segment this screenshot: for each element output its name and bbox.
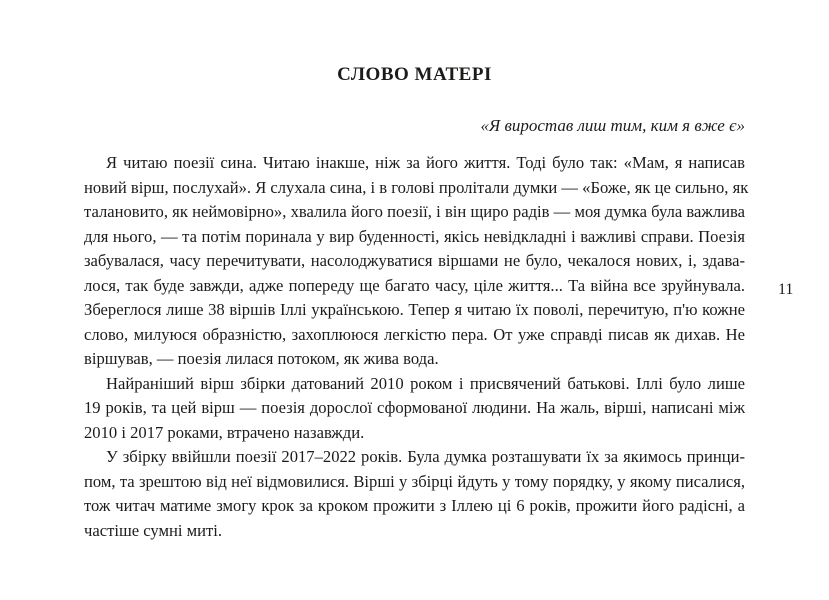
text-line: Збереглося лише 38 віршів Іллі українською. Тепер я читаю їх поволі, перечитую, п'ю кожне	[84, 300, 745, 319]
text-line: для нього, — та потім поринала у вир буденності, якісь невідкладні і важливі справи. Поезія	[84, 226, 745, 246]
text-line: 2010 і 2017 роками, втрачено назавжди.	[84, 422, 365, 442]
text-line: слово, милуюся образністю, захоплююся легкістю пера. От уже справді писав як дихав. Не	[84, 324, 745, 344]
text-line: пом, та зрештою від неї відмовилися. Вірші у збірці йдуть у тому порядку, у якому писалися,	[84, 471, 745, 491]
page-number: 11	[778, 281, 794, 298]
text-line: лося, так буде завжди, адже попереду ще багато часу, ціле життя... Та війна все зруйнувала.	[84, 275, 745, 295]
text-line: тож читач матиме змогу крок за кроком прожити з Іллею ці 6 років, прожити його радісні, а	[84, 496, 745, 515]
text-line: Я читаю поезії сина. Читаю інакше, ніж за його життя. Тоді було так: «Мам, я написав	[106, 153, 745, 172]
text-line: забувалася, часу перечитувати, насолоджуватися віршами не було, чекалося нових, і, здава-	[84, 251, 745, 270]
text-line: віршував, — поезія лилася потоком, як жива вода.	[84, 349, 439, 368]
page-title: СЛОВО МАТЕРІ	[337, 64, 492, 85]
body-text	[84, 151, 749, 543]
text-line: У збірку ввійшли поезії 2017–2022 років. Була думка розташувати їх за якимось принци-	[106, 447, 745, 466]
text-line: новий вірш, послухай». Я слухала сина, і в голові пролітали думки — «Боже, як це сильно, як	[84, 177, 749, 197]
epigraph: «Я виростав лиш тим, ким я вже є»	[480, 116, 745, 135]
text-line: частіше сумні миті.	[84, 520, 222, 540]
text-line: Найраніший вірш збірки датований 2010 роком і присвячений батькові. Іллі було лише	[106, 373, 745, 393]
text-line: талановито, як неймовірно», хвалила його поезії, і він щиро радів — моя думка була важлива	[84, 202, 745, 221]
text-line: 19 років, та цей вірш — поезія дорослої сформованої людини. На жаль, вірші, написані між	[84, 398, 745, 417]
